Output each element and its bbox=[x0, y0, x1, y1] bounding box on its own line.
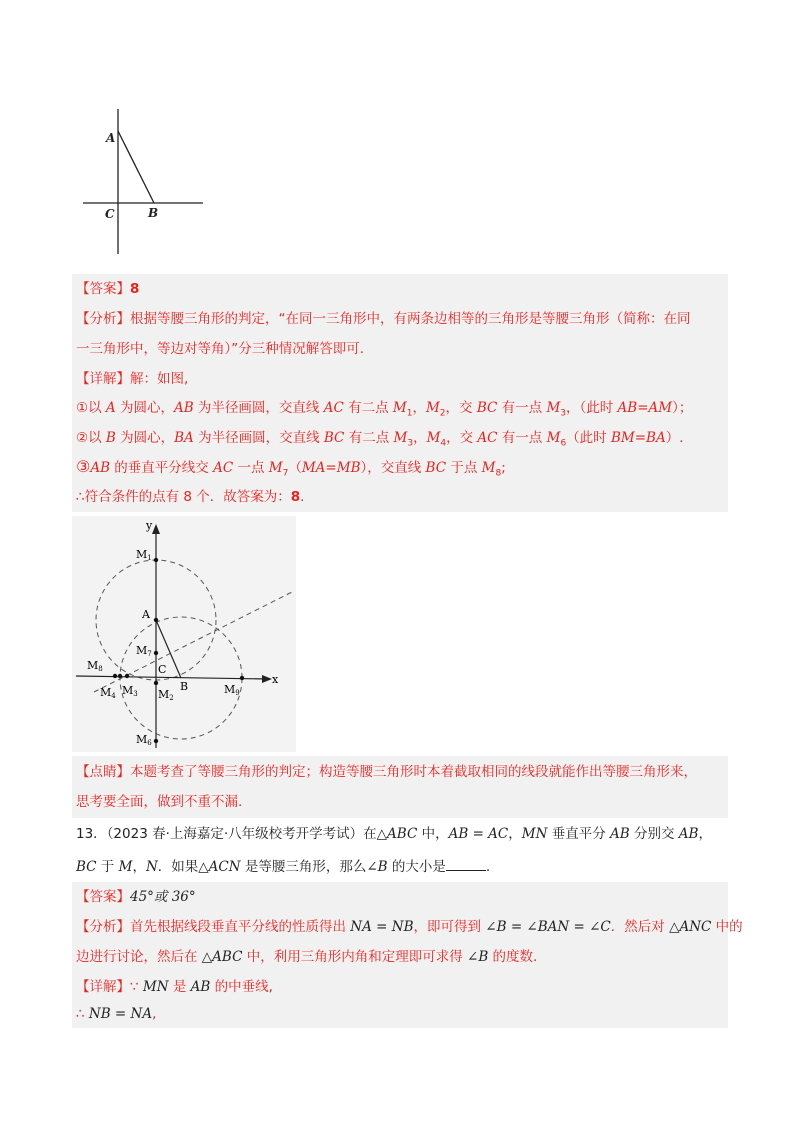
construction-figure bbox=[72, 516, 296, 752]
question-text: ．如果 bbox=[157, 859, 199, 875]
comment-text-1: 本题考查了等腰三角形的判定；构造等腰三角形时本着截取相同的线段就能作出等腰三角形来， bbox=[130, 764, 697, 780]
label-m9: M9 bbox=[224, 683, 240, 697]
case2-var: M bbox=[426, 430, 441, 446]
case3-text: ③ bbox=[76, 457, 91, 476]
label-m2: M2 bbox=[158, 688, 174, 702]
point-m2 bbox=[154, 681, 158, 685]
math-expr: BC bbox=[76, 859, 97, 875]
point-m7 bbox=[154, 651, 158, 655]
math-expr: AB = AC bbox=[448, 826, 509, 842]
math-expr: AB bbox=[678, 826, 699, 842]
case1-text: ）； bbox=[672, 400, 693, 416]
label-b: B bbox=[180, 680, 189, 693]
question-text: 中， bbox=[417, 826, 449, 842]
case2-text: ，交 bbox=[446, 430, 478, 446]
case2-text: 为半径画圆，交直线 bbox=[193, 430, 324, 446]
case-3-line bbox=[76, 457, 506, 484]
point-m3 bbox=[125, 674, 129, 678]
case3-var: AC bbox=[213, 460, 234, 476]
case1-text: 有一点 bbox=[497, 400, 547, 416]
case2-text: ， bbox=[413, 430, 427, 446]
detail-text: ∴ bbox=[76, 1006, 89, 1022]
case1-text: ， bbox=[412, 400, 426, 416]
case1-sub: 2 bbox=[439, 408, 446, 419]
case2-var: M bbox=[546, 430, 561, 446]
question-13-line-2 bbox=[76, 856, 490, 877]
label-a: A bbox=[142, 608, 150, 621]
analysis-text: 中的 bbox=[711, 919, 743, 935]
case-1-line bbox=[76, 398, 692, 424]
label-x: x bbox=[272, 673, 279, 686]
point-m9 bbox=[240, 676, 244, 680]
detail-text: 是 bbox=[168, 979, 191, 995]
case2-text: 有一点 bbox=[497, 430, 547, 446]
case1-sub: 3 bbox=[560, 408, 566, 419]
analysis-text: 首先根据线段垂直平分线的性质得出 bbox=[130, 919, 351, 935]
conclusion-value: 8 bbox=[290, 489, 301, 505]
case2-var: BA bbox=[174, 430, 194, 446]
case2-text: 为圆心， bbox=[115, 430, 175, 446]
detail-text: ∵ bbox=[130, 979, 143, 995]
detail-13-line-1 bbox=[76, 977, 273, 997]
question-text: ， bbox=[132, 859, 146, 875]
math-expr: △ABC bbox=[376, 826, 418, 842]
point-m1 bbox=[154, 558, 158, 562]
case2-sub: 6 bbox=[560, 438, 567, 449]
math-expr: ∠B bbox=[366, 859, 388, 875]
case3-text: ），交直线 bbox=[360, 460, 426, 476]
conclusion-text: . bbox=[300, 489, 305, 505]
answer-tag: 【答案】 bbox=[76, 281, 130, 297]
label-a: A bbox=[106, 131, 116, 145]
case3-var: AB bbox=[90, 460, 111, 476]
case1-text: ，交 bbox=[445, 400, 477, 416]
analysis-line-1 bbox=[76, 309, 691, 329]
case1-sub: 1 bbox=[406, 408, 413, 419]
point-a bbox=[154, 618, 158, 622]
case3-text: ; bbox=[501, 460, 506, 476]
analysis-tag: 【分析】 bbox=[76, 919, 130, 935]
answer-tag: 【答案】 bbox=[76, 889, 130, 905]
triangle-figure bbox=[78, 104, 208, 256]
label-m6: M6 bbox=[136, 733, 152, 747]
case2-var: BC bbox=[323, 430, 345, 446]
case2-var: M bbox=[393, 430, 408, 446]
analysis-text-2: 一三角形中，等边对等角）”分三种情况解答即可. bbox=[76, 341, 365, 357]
analysis-text: ，即可得到 bbox=[413, 919, 486, 935]
case3-sub: 8 bbox=[495, 468, 502, 479]
case2-var: B bbox=[105, 430, 116, 446]
detail-13-line-2 bbox=[76, 1004, 156, 1024]
case1-text: 为圆心， bbox=[115, 400, 174, 416]
conclusion-line bbox=[76, 487, 304, 507]
case3-var: MA=MB bbox=[301, 460, 361, 476]
math-expr: ∠B = ∠BAN = ∠C bbox=[485, 919, 611, 935]
label-b: B bbox=[148, 206, 159, 220]
answer-line bbox=[76, 279, 139, 299]
detail-line bbox=[76, 369, 188, 389]
case2-text: 有二点 bbox=[344, 430, 394, 446]
analysis-13-line-2 bbox=[76, 947, 537, 967]
label-m4: M4 bbox=[100, 686, 116, 700]
comment-tag: 【点睛】 bbox=[76, 764, 130, 780]
case3-sub: 7 bbox=[282, 468, 289, 479]
answer-blank[interactable] bbox=[446, 856, 486, 871]
label-m7: M7 bbox=[136, 644, 152, 658]
math-expr: NA = NB bbox=[350, 919, 414, 935]
case1-var: BC bbox=[476, 400, 498, 416]
case3-text: （ bbox=[288, 460, 302, 476]
question-text: 垂直平分 bbox=[547, 826, 610, 842]
point-m8 bbox=[113, 674, 117, 678]
case2-text: （此时 bbox=[566, 430, 611, 446]
case3-var: M bbox=[268, 460, 283, 476]
question-source: （2023 春·上海嘉定·八年级校考开学考试）在 bbox=[106, 826, 377, 842]
detail-intro: 解：如图, bbox=[130, 371, 189, 387]
case1-var: M bbox=[392, 400, 407, 416]
segment-ab bbox=[118, 131, 154, 203]
question-text: ， bbox=[508, 826, 522, 842]
question-13-line-1 bbox=[76, 824, 712, 844]
detail-text: 的中垂线, bbox=[210, 979, 273, 995]
comment-text-2: 思考要全面，做到不重不漏. bbox=[76, 794, 243, 810]
math-expr: △ABC bbox=[201, 949, 243, 965]
answer-value: 45°或 36° bbox=[130, 889, 196, 905]
math-expr: ∠B bbox=[467, 949, 489, 965]
label-y: y bbox=[146, 519, 153, 532]
analysis-text: ．然后对 bbox=[610, 919, 670, 935]
math-expr: MN bbox=[142, 979, 169, 995]
answer-line-13 bbox=[76, 887, 196, 907]
case1-var: AC bbox=[323, 400, 344, 416]
math-expr: AB bbox=[610, 826, 630, 842]
case1-var: A bbox=[105, 400, 116, 416]
answer-value: 8 bbox=[130, 281, 140, 297]
case3-var: M bbox=[481, 460, 496, 476]
point-m4 bbox=[118, 674, 122, 678]
question-text: 是等腰三角形，那么 bbox=[240, 859, 367, 875]
math-expr: NB = NA bbox=[88, 1006, 153, 1022]
comment-line-1 bbox=[76, 762, 697, 782]
case1-text: ①以 bbox=[76, 400, 106, 416]
math-expr: M bbox=[118, 859, 133, 875]
case1-text: ，（此时 bbox=[566, 400, 618, 416]
label-m3: M3 bbox=[122, 684, 138, 698]
case1-var: M bbox=[546, 400, 561, 416]
conclusion-text: ∴符合条件的点有 8 个．故答案为： bbox=[76, 489, 291, 505]
case2-text: ）. bbox=[665, 430, 684, 446]
analysis-text: 边进行讨论，然后在 bbox=[76, 949, 202, 965]
case3-text: 的垂直平分线交 bbox=[110, 460, 214, 476]
case1-var: M bbox=[425, 400, 440, 416]
question-text: 于 bbox=[96, 859, 119, 875]
question-text: 的大小是 bbox=[387, 859, 446, 875]
analysis-line-2 bbox=[76, 339, 364, 359]
case-2-line bbox=[76, 428, 684, 454]
case1-text: 为半径画圆，交直线 bbox=[193, 400, 324, 416]
label-c: C bbox=[158, 663, 167, 676]
math-expr: △ACN bbox=[198, 859, 241, 875]
math-expr: AB bbox=[190, 979, 211, 995]
detail-text: , bbox=[152, 1006, 157, 1022]
case2-var: AC bbox=[477, 430, 498, 446]
detail-tag: 【详解】 bbox=[76, 979, 130, 995]
case2-var: BM=BA bbox=[610, 430, 666, 446]
case3-var: BC bbox=[425, 460, 447, 476]
question-text: ， bbox=[698, 826, 712, 842]
math-expr: △ANC bbox=[669, 919, 712, 935]
case1-var: AB bbox=[173, 400, 194, 416]
label-m1: M1 bbox=[136, 548, 152, 562]
case3-text: 于点 bbox=[446, 460, 482, 476]
analysis-tag: 【分析】 bbox=[76, 311, 130, 327]
case1-text: 有二点 bbox=[343, 400, 393, 416]
analysis-text: 的度数. bbox=[488, 949, 538, 965]
comment-line-2 bbox=[76, 792, 242, 812]
question-text: . bbox=[485, 859, 491, 875]
case2-sub: 3 bbox=[407, 438, 414, 449]
label-m8: M8 bbox=[87, 659, 103, 673]
analysis-text: 中，利用三角形内角和定理即可求得 bbox=[242, 949, 468, 965]
analysis-text-1: 根据等腰三角形的判定，“在同一三角形中，有两条边相等的三角形是等腰三角形（简称：在同 bbox=[130, 311, 691, 327]
math-expr: N bbox=[145, 859, 158, 875]
case3-text: 一点 bbox=[233, 460, 269, 476]
case2-text: ②以 bbox=[76, 430, 106, 446]
point-m6 bbox=[154, 739, 158, 743]
label-c: C bbox=[105, 207, 115, 221]
analysis-13-line-1 bbox=[76, 917, 743, 937]
case1-var: AB=AM bbox=[617, 400, 673, 416]
question-number: 13． bbox=[76, 826, 107, 842]
math-expr: MN bbox=[521, 826, 548, 842]
question-text: 分别交 bbox=[629, 826, 679, 842]
detail-tag: 【详解】 bbox=[76, 371, 130, 387]
case2-sub: 4 bbox=[440, 438, 447, 449]
